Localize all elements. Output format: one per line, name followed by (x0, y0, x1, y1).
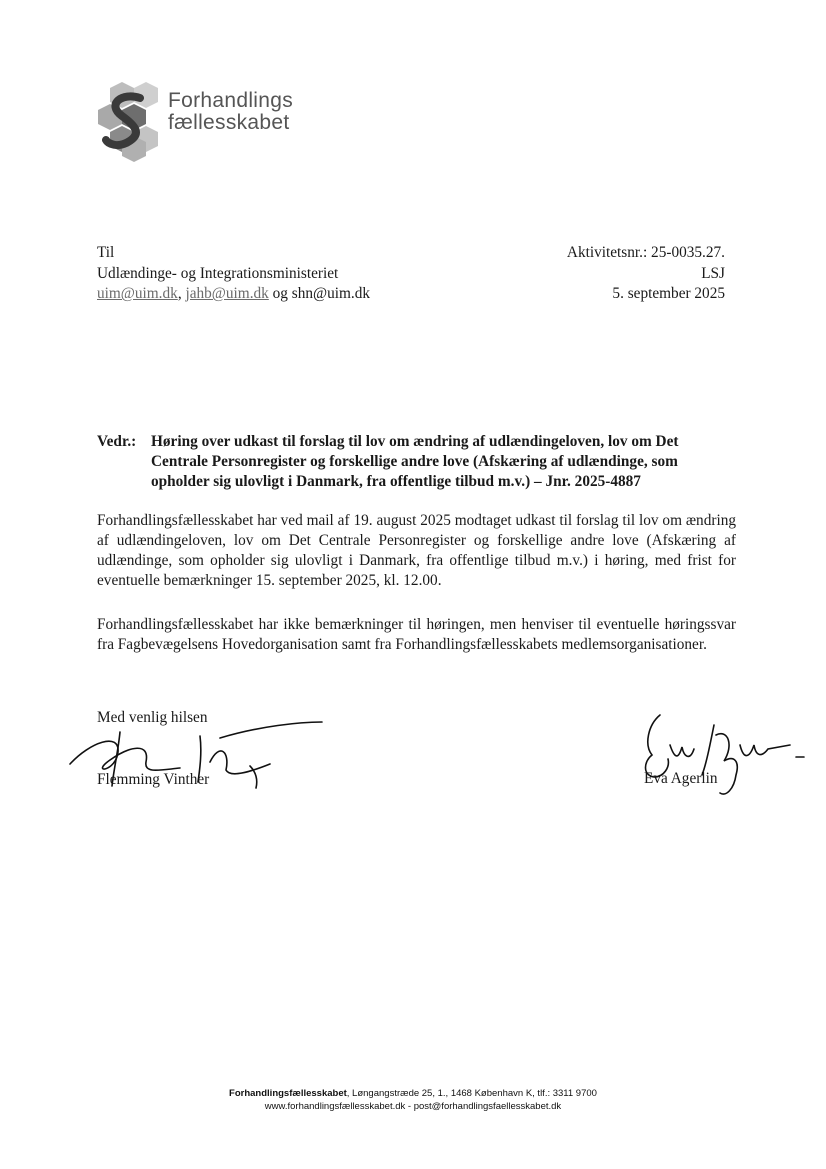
closing: Med venlig hilsen (97, 709, 208, 726)
email-og: og (268, 285, 292, 302)
initials: LSJ (701, 264, 725, 282)
signature-right (630, 705, 810, 805)
footer (0, 1087, 826, 1113)
activity-number: Aktivitetsnr.: 25-0035.27. (566, 244, 725, 261)
signatory-left-name: Flemming Vinther (97, 771, 210, 788)
email-separator: , (177, 285, 186, 302)
subject-text: Høring over udkast til forslag til lov om ændring af udlændingeloven, lov om Det Centrale Personregister og forskellige andre love (Afskæring af udlændinge, som opholder sig ulovligt i Danmark, fra offentlige tilbud m.v.) – Jnr. 2025-4887 (151, 433, 679, 490)
subject-label: Vedr.: (97, 433, 137, 450)
signatory-right-name: Eva Agerlin (644, 770, 718, 787)
footer-address: , Løngangstræde 25, 1., 1468 København K, tlf.: 3311 9700 (346, 1088, 597, 1099)
recipient-block (97, 243, 370, 305)
body-paragraph-2: Forhandlingsfællesskabet har ikke bemærkninger til høringen, men henviser til eventuelle høringssvar fra Fagbevægelsens Hovedorganisation samt fra Forhandlingsfællesskabets medlemsorganisationer. (97, 616, 736, 653)
body-paragraph-1: Forhandlingsfællesskabet har ved mail af 19. august 2025 modtaget udkast til forslag til lov om ændring af udlændingeloven, lov om Det Centrale Personregister og forskellige andre love (Afskæring af udlændinge, som opholder sig ulovligt i Danmark, fra offentlige tilbud m.v.) i høring, med frist for eventuelle bemærkninger 15. september 2025, kl. 12.00. (97, 512, 736, 589)
recipient-to: Til (97, 244, 115, 261)
footer-org: Forhandlingsfællesskabet (229, 1088, 347, 1099)
logo-wordmark (168, 90, 293, 134)
email-link-uim[interactable]: uim@uim.dk (97, 285, 178, 302)
letter-date: 5. september 2025 (612, 285, 725, 302)
logo-line-2: fællesskabet (168, 111, 290, 134)
email-shn: shn@uim.dk (291, 285, 371, 302)
footer-line-1 (0, 1087, 826, 1100)
footer-web: www.forhandlingsfællesskabet.dk - post@forhandlingsfaellesskabet.dk (264, 1101, 562, 1112)
logo-line-1: Forhandlings (168, 89, 294, 112)
meta-block (567, 243, 725, 305)
signature-left (60, 712, 330, 792)
logo-mark-icon (92, 82, 162, 162)
subject (97, 432, 737, 492)
recipient-emails (97, 284, 370, 305)
recipient-org: Udlændinge- og Integrationsministeriet (97, 264, 339, 282)
email-link-jahb[interactable]: jahb@uim.dk (185, 285, 269, 302)
